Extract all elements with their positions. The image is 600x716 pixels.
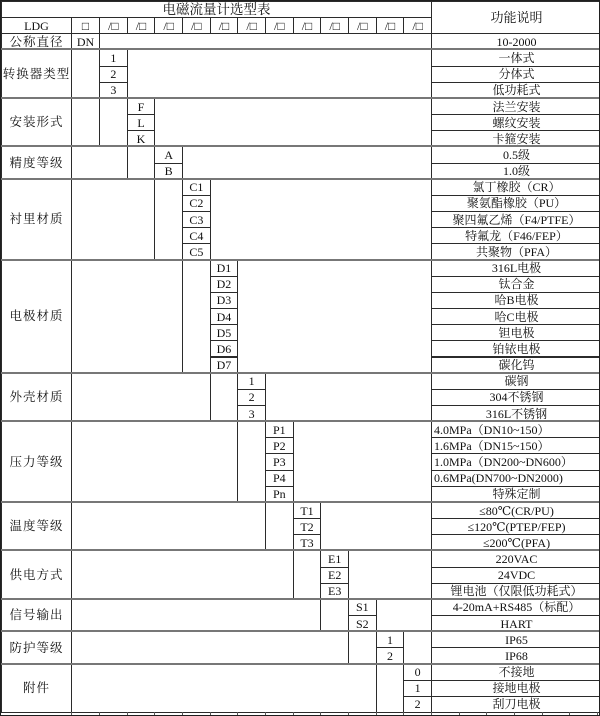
- group-spacer-prevcol: [182, 260, 211, 374]
- option-code: 0: [403, 664, 432, 681]
- group-label: 外壳材质: [1, 373, 72, 422]
- option-desc: 卡箍安装: [431, 130, 600, 147]
- option-code: Pn: [265, 486, 294, 503]
- group-spacer-right: [237, 260, 432, 374]
- option-code: 2: [99, 66, 128, 83]
- column-tick: [403, 712, 404, 716]
- option-code: D4: [210, 308, 239, 325]
- group-label: 防护等级: [1, 631, 72, 664]
- option-code: 2: [237, 389, 266, 406]
- option-code: C1: [182, 179, 211, 196]
- group-spacer-prevcol: [127, 146, 156, 179]
- group-separator: [1, 549, 600, 551]
- group-spacer-right: [403, 631, 432, 664]
- option-code: L: [127, 114, 156, 131]
- option-desc: 碳钢: [431, 373, 600, 390]
- group-spacer-prevcol: [320, 599, 349, 632]
- column-tick: [210, 712, 211, 716]
- group-separator: [1, 420, 600, 422]
- option-code: S2: [348, 615, 377, 632]
- group-spacer-left: [71, 179, 155, 261]
- option-code: 1: [376, 631, 405, 648]
- option-desc: 钛合金: [431, 276, 600, 293]
- diameter-label: 公称直径: [1, 33, 72, 50]
- column-tick: [542, 712, 543, 716]
- column-tick: [431, 712, 432, 716]
- group-label: 衬里材质: [1, 179, 72, 261]
- option-desc: 一体式: [431, 49, 600, 66]
- column-tick: [154, 712, 155, 716]
- group-spacer-left: [71, 98, 100, 147]
- group-label: 温度等级: [1, 502, 72, 551]
- option-desc: 特殊定制: [431, 486, 600, 503]
- model-slot: /□: [320, 17, 349, 34]
- group-spacer-prevcol: [237, 421, 266, 503]
- option-code: D2: [210, 276, 239, 293]
- group-separator: [1, 48, 600, 50]
- group-spacer-left: [71, 373, 211, 422]
- group-spacer-left: [71, 421, 238, 503]
- option-code: K: [127, 130, 156, 147]
- option-desc: 低功耗式: [431, 82, 600, 99]
- option-code: C2: [182, 195, 211, 212]
- column-tick: [265, 712, 266, 716]
- group-spacer-left: [71, 260, 183, 374]
- column-tick: [99, 712, 100, 716]
- option-code: P4: [265, 470, 294, 487]
- option-code: E1: [320, 550, 349, 567]
- option-desc: 304不锈钢: [431, 389, 600, 406]
- group-separator: [1, 663, 600, 665]
- option-code: 1: [237, 373, 266, 390]
- column-tick: [569, 712, 570, 716]
- option-code: F: [127, 98, 156, 115]
- option-desc: 不接地: [431, 664, 600, 681]
- column-tick: [127, 712, 128, 716]
- group-spacer-prevcol: [265, 502, 294, 551]
- option-desc: 钽电极: [431, 324, 600, 341]
- model-slot: /□: [376, 17, 405, 34]
- option-code: 1: [99, 49, 128, 66]
- group-spacer-prevcol: [71, 49, 100, 98]
- option-code: A: [154, 146, 183, 163]
- model-slot: /□: [265, 17, 294, 34]
- option-desc: ≤200℃(PFA): [431, 534, 600, 551]
- option-code: S1: [348, 599, 377, 616]
- diameter-desc: 10-2000: [431, 33, 600, 50]
- group-spacer-prevcol: [376, 664, 405, 713]
- column-tick: [348, 712, 349, 716]
- group-spacer-left: [71, 502, 266, 551]
- group-spacer-prevcol: [99, 98, 128, 147]
- column-tick: [71, 712, 72, 716]
- group-separator: [1, 630, 600, 632]
- option-desc: IP65: [431, 631, 600, 648]
- model-slot: /□: [154, 17, 183, 34]
- group-spacer-prevcol: [210, 373, 239, 422]
- option-desc: ≤120℃(PTEP/FEP): [431, 518, 600, 535]
- option-desc: 1.6MPa（DN15~150）: [431, 437, 600, 454]
- column-tick: [320, 712, 321, 716]
- option-desc: 特氟龙（F46/FEP）: [431, 227, 600, 244]
- group-separator: [1, 145, 600, 147]
- option-desc: HART: [431, 615, 600, 632]
- function-column-header: 功能说明: [431, 1, 600, 34]
- model-slot: /□: [210, 17, 239, 34]
- group-spacer-left: [71, 146, 128, 179]
- group-label: 精度等级: [1, 146, 72, 179]
- option-desc: 氯丁橡胶（CR）: [431, 179, 600, 196]
- option-desc: 24VDC: [431, 567, 600, 584]
- option-desc: 聚氨酯橡胶（PU）: [431, 195, 600, 212]
- option-desc: 4-20mA+RS485（标配）: [431, 599, 600, 616]
- option-code: 2: [376, 647, 405, 664]
- option-code: P3: [265, 453, 294, 470]
- option-desc: 聚四氟乙烯（F4/PTFE）: [431, 211, 600, 228]
- group-label: 供电方式: [1, 550, 72, 599]
- group-label: 转换器类型: [1, 49, 72, 98]
- group-separator: [1, 598, 600, 600]
- group-spacer-prevcol: [293, 550, 322, 599]
- group-spacer-left: [71, 664, 377, 713]
- option-code: B: [154, 163, 183, 180]
- group-label: 安装形式: [1, 98, 72, 147]
- option-code: P2: [265, 437, 294, 454]
- model-slot: /□: [99, 17, 128, 34]
- option-code: T1: [293, 502, 322, 519]
- option-code: D3: [210, 292, 239, 309]
- option-desc: 刮刀电极: [431, 696, 600, 713]
- option-desc: ≤80℃(CR/PU): [431, 502, 600, 519]
- group-label: 电极材质: [1, 260, 72, 374]
- model-slot: /□: [182, 17, 211, 34]
- option-code: T2: [293, 518, 322, 535]
- option-code: E2: [320, 567, 349, 584]
- option-code: C5: [182, 243, 211, 260]
- option-desc: 1.0级: [431, 163, 600, 180]
- group-spacer-right: [376, 599, 432, 632]
- column-tick: [514, 712, 515, 716]
- group-spacer-prevcol: [348, 631, 377, 664]
- group-spacer-right: [154, 98, 432, 147]
- group-spacer-prevcol: [154, 179, 183, 261]
- option-desc: 316L不锈钢: [431, 405, 600, 422]
- group-spacer-right: [182, 146, 432, 179]
- option-code: C4: [182, 227, 211, 244]
- column-tick: [293, 712, 294, 716]
- option-desc: 共聚物（PFA）: [431, 243, 600, 260]
- group-spacer-right: [348, 550, 432, 599]
- model-digit-box: □: [71, 17, 100, 34]
- group-spacer-right: [293, 421, 432, 503]
- group-spacer-left: [71, 599, 321, 632]
- column-tick: [459, 712, 460, 716]
- option-desc: 碳化钨: [431, 357, 600, 374]
- option-code: D1: [210, 260, 239, 277]
- column-tick: [376, 712, 377, 716]
- group-spacer-right: [127, 49, 432, 98]
- group-label: 附件: [1, 664, 72, 713]
- option-code: 3: [99, 82, 128, 99]
- group-spacer-right: [210, 179, 432, 261]
- option-desc: 铂铱电极: [431, 340, 600, 357]
- group-separator: [1, 97, 600, 99]
- option-desc: 4.0MPa（DN10~150）: [431, 421, 600, 438]
- column-tick: [597, 712, 598, 716]
- option-desc: 1.0MPa（DN200~DN600）: [431, 453, 600, 470]
- group-separator: [1, 501, 600, 503]
- group-separator: [1, 178, 600, 180]
- option-code: T3: [293, 534, 322, 551]
- option-desc: 接地电极: [431, 680, 600, 697]
- model-slot: /□: [293, 17, 322, 34]
- option-desc: 0.6MPa(DN700~DN2000): [431, 470, 600, 487]
- model-slot: /□: [127, 17, 156, 34]
- model-slot: /□: [403, 17, 432, 34]
- option-code: 3: [237, 405, 266, 422]
- option-code: D5: [210, 324, 239, 341]
- option-code: C3: [182, 211, 211, 228]
- table-title: 电磁流量计选型表: [1, 1, 432, 18]
- option-desc: 螺纹安装: [431, 114, 600, 131]
- option-code: E3: [320, 583, 349, 600]
- option-code: D6: [210, 340, 239, 357]
- option-desc: 分体式: [431, 66, 600, 83]
- option-desc: 锂电池（仅限低功耗式）: [431, 583, 600, 600]
- option-code: P1: [265, 421, 294, 438]
- model-slot: /□: [237, 17, 266, 34]
- group-label: 信号输出: [1, 599, 72, 632]
- model-prefix: LDG: [1, 17, 72, 34]
- group-spacer-right: [320, 502, 432, 551]
- group-separator: [1, 372, 600, 374]
- option-code: D7: [210, 357, 239, 374]
- column-tick: [486, 712, 487, 716]
- option-desc: IP68: [431, 647, 600, 664]
- option-desc: 220VAC: [431, 550, 600, 567]
- group-label: 压力等级: [1, 421, 72, 503]
- group-spacer-left: [71, 631, 349, 664]
- group-spacer-right: [265, 373, 432, 422]
- option-desc: 法兰安装: [431, 98, 600, 115]
- option-desc: 0.5级: [431, 146, 600, 163]
- group-spacer-left: [71, 550, 294, 599]
- group-separator: [1, 259, 600, 261]
- column-tick: [237, 712, 238, 716]
- model-slot: /□: [348, 17, 377, 34]
- option-code: 1: [403, 680, 432, 697]
- diameter-code: DN: [71, 33, 100, 50]
- option-desc: 哈B电极: [431, 292, 600, 309]
- column-tick: [182, 712, 183, 716]
- option-desc: 316L电极: [431, 260, 600, 277]
- option-desc: 哈C电极: [431, 308, 600, 325]
- option-code: 2: [403, 696, 432, 713]
